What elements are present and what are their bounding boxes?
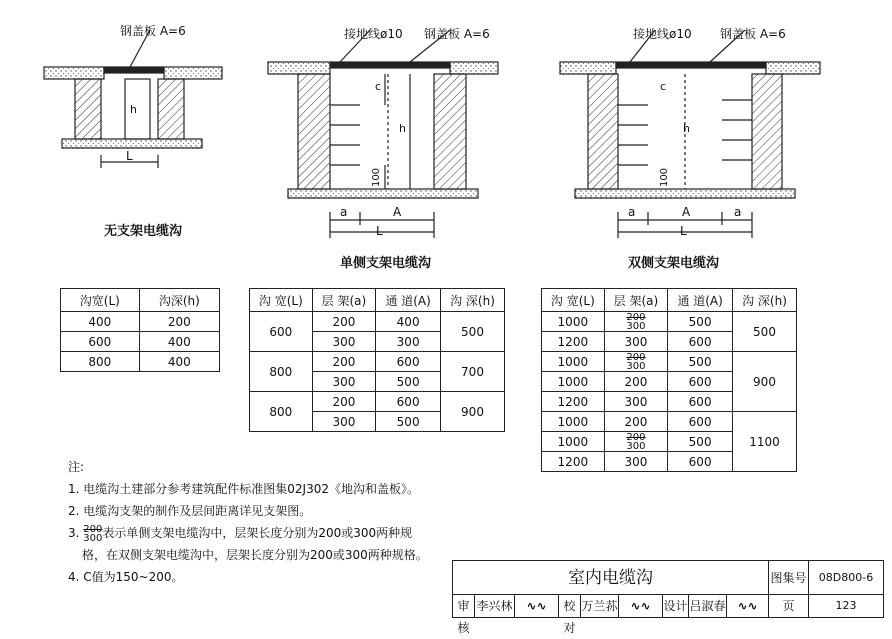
dim-a-3-left: a [628, 205, 636, 219]
table-row [250, 392, 505, 412]
fraction-top: 200 [83, 523, 103, 535]
table-cell: 1000 [542, 312, 605, 332]
reviewer-label: 审核 [453, 595, 475, 617]
table-row [61, 332, 220, 352]
dim-A-3: A [682, 205, 691, 219]
table-cell: 1200 [542, 392, 605, 412]
table-cell: 400 [139, 352, 219, 372]
table-cell: 1200 [542, 332, 605, 352]
table-cell: 200 [604, 372, 668, 392]
cover-plate-label-1: 钢盖板 A=6 [120, 24, 186, 38]
table-no-bracket [60, 288, 220, 372]
note-item: 2. 电缆沟支架的制作及层间距离详见支架图。 [68, 504, 312, 518]
table-cell: 1100 [733, 412, 797, 472]
checker-label: 校对 [559, 595, 581, 617]
table-row [542, 312, 797, 332]
note-text: 表示单侧支架电缆沟中，层架长度分别为200或300两种规 [102, 526, 413, 540]
page-label: 页 [769, 595, 809, 617]
atlas-no-value: 08D800-6 [809, 561, 883, 595]
atlas-no-label: 图集号 [769, 561, 809, 595]
fraction-bottom: 300 [626, 440, 646, 452]
dim-100-3: 100 [659, 167, 671, 188]
dim-l-2: L [376, 224, 383, 238]
table-cell: 600 [250, 312, 313, 352]
table-row [250, 352, 505, 372]
table-cell: 600 [376, 352, 441, 372]
table-cell: 600 [376, 392, 441, 412]
dim-h-1: h [130, 103, 137, 116]
table-cell: 200 [312, 312, 376, 332]
grounding-wire-label-2: 接地线ø10 [344, 27, 403, 41]
table-cell: 200 [312, 352, 376, 372]
table-cell: 1000 [542, 412, 605, 432]
table-cell: 500 [668, 312, 733, 332]
table-cell: 300 [604, 392, 668, 412]
table-cell: 500 [733, 312, 797, 352]
note-continuation: 格，在双侧支架电缆沟中，层架长度分别为200或300两种规格。 [82, 548, 428, 562]
table-cell: 400 [139, 332, 219, 352]
single-side-bracket-trench-drawing [268, 30, 498, 238]
table-header: 沟深(h) [139, 289, 219, 312]
cover-plate-label-2: 钢盖板 A=6 [424, 27, 490, 41]
table-row [542, 352, 797, 372]
table-cell: 600 [668, 412, 733, 432]
no-bracket-trench-drawing [44, 30, 222, 168]
cover-plate-label-3: 钢盖板 A=6 [720, 27, 786, 41]
table-cell: 900 [733, 352, 797, 412]
note-item: 4. C值为150~200。 [68, 570, 184, 584]
table-single-side [249, 288, 505, 432]
note-item [68, 522, 428, 544]
table-row [61, 312, 220, 332]
grounding-wire-label-3: 接地线ø10 [633, 27, 692, 41]
fraction-top: 200 [626, 351, 646, 363]
dim-A-2: A [393, 205, 402, 219]
dim-l-1: L [126, 149, 133, 163]
table-header: 沟 宽(L) [250, 289, 313, 312]
notes-heading: 注: [68, 460, 85, 474]
table-header: 沟 深(h) [441, 289, 505, 312]
table-cell: 500 [668, 432, 733, 452]
table-cell: 600 [668, 452, 733, 472]
table-cell: 300 [604, 332, 668, 352]
table-cell: 300 [312, 372, 376, 392]
table-cell: 1000 [542, 432, 605, 452]
table-cell: 600 [668, 332, 733, 352]
checker-signature: ∿∿ [619, 595, 663, 617]
dim-100-2: 100 [371, 167, 383, 188]
table-cell: 600 [61, 332, 140, 352]
designer-signature: ∿∿ [727, 595, 769, 617]
notes-section [68, 456, 428, 588]
table-cell-fraction [604, 352, 668, 372]
table-header: 沟 深(h) [733, 289, 797, 312]
reviewer-signature: ∿∿ [515, 595, 559, 617]
table-cell: 800 [250, 352, 313, 392]
table-cell: 400 [61, 312, 140, 332]
table-header: 沟 宽(L) [542, 289, 605, 312]
designer-label: 设计 [663, 595, 689, 617]
table-header: 层 架(a) [604, 289, 668, 312]
dim-l-3: L [680, 224, 687, 238]
drawing-title: 室内电缆沟 [453, 561, 769, 595]
fraction-bottom: 300 [626, 360, 646, 372]
table-cell: 500 [441, 312, 505, 352]
caption-double-side: 双侧支架电缆沟 [628, 256, 720, 271]
designer-name: 吕淑春 [689, 595, 727, 617]
dim-a-2: a [340, 205, 348, 219]
table-row [61, 352, 220, 372]
checker-name: 万兰荪 [581, 595, 619, 617]
note-item: 1. 电缆沟土建部分参考建筑配件标准图集02J302《地沟和盖板》。 [68, 482, 419, 496]
table-header: 通 道(A) [376, 289, 441, 312]
caption-no-bracket: 无支架电缆沟 [104, 224, 183, 239]
reviewer-name: 李兴林 [475, 595, 515, 617]
fraction-top: 200 [626, 311, 646, 323]
table-cell: 500 [668, 352, 733, 372]
caption-single-side: 单侧支架电缆沟 [340, 256, 432, 271]
table-cell: 1000 [542, 352, 605, 372]
fraction-top: 200 [626, 431, 646, 443]
table-cell: 500 [376, 372, 441, 392]
dim-c-3: c [660, 80, 667, 93]
table-header: 沟宽(L) [61, 289, 140, 312]
fraction-bottom: 300 [83, 532, 103, 544]
table-cell: 200 [604, 412, 668, 432]
table-cell: 300 [604, 452, 668, 472]
table-cell: 400 [376, 312, 441, 332]
table-cell: 900 [441, 392, 505, 432]
table-cell: 1200 [542, 452, 605, 472]
dim-a-3-right: a [734, 205, 742, 219]
table-cell: 300 [312, 332, 376, 352]
table-header: 通 道(A) [668, 289, 733, 312]
table-cell: 300 [376, 332, 441, 352]
dim-h-2: h [399, 122, 406, 135]
dim-c-2: c [375, 80, 382, 93]
table-cell: 600 [668, 372, 733, 392]
table-cell: 800 [250, 392, 313, 432]
note-number: 3. [68, 526, 84, 540]
table-cell: 200 [312, 392, 376, 412]
table-cell: 200 [139, 312, 219, 332]
table-cell: 700 [441, 352, 505, 392]
table-header: 层 架(a) [312, 289, 376, 312]
cable-trench-drawings [0, 0, 892, 300]
dim-h-3: h [683, 122, 690, 135]
table-double-side [541, 288, 797, 472]
fraction-bottom: 300 [626, 320, 646, 332]
table-cell: 300 [312, 412, 376, 432]
table-row [250, 312, 505, 332]
table-cell-fraction [604, 432, 668, 452]
table-cell-fraction [604, 312, 668, 332]
table-cell: 800 [61, 352, 140, 372]
table-row [542, 412, 797, 432]
page-number: 123 [835, 599, 857, 612]
table-cell: 500 [376, 412, 441, 432]
table-cell: 600 [668, 392, 733, 412]
table-cell: 1000 [542, 372, 605, 392]
title-block [452, 560, 884, 635]
